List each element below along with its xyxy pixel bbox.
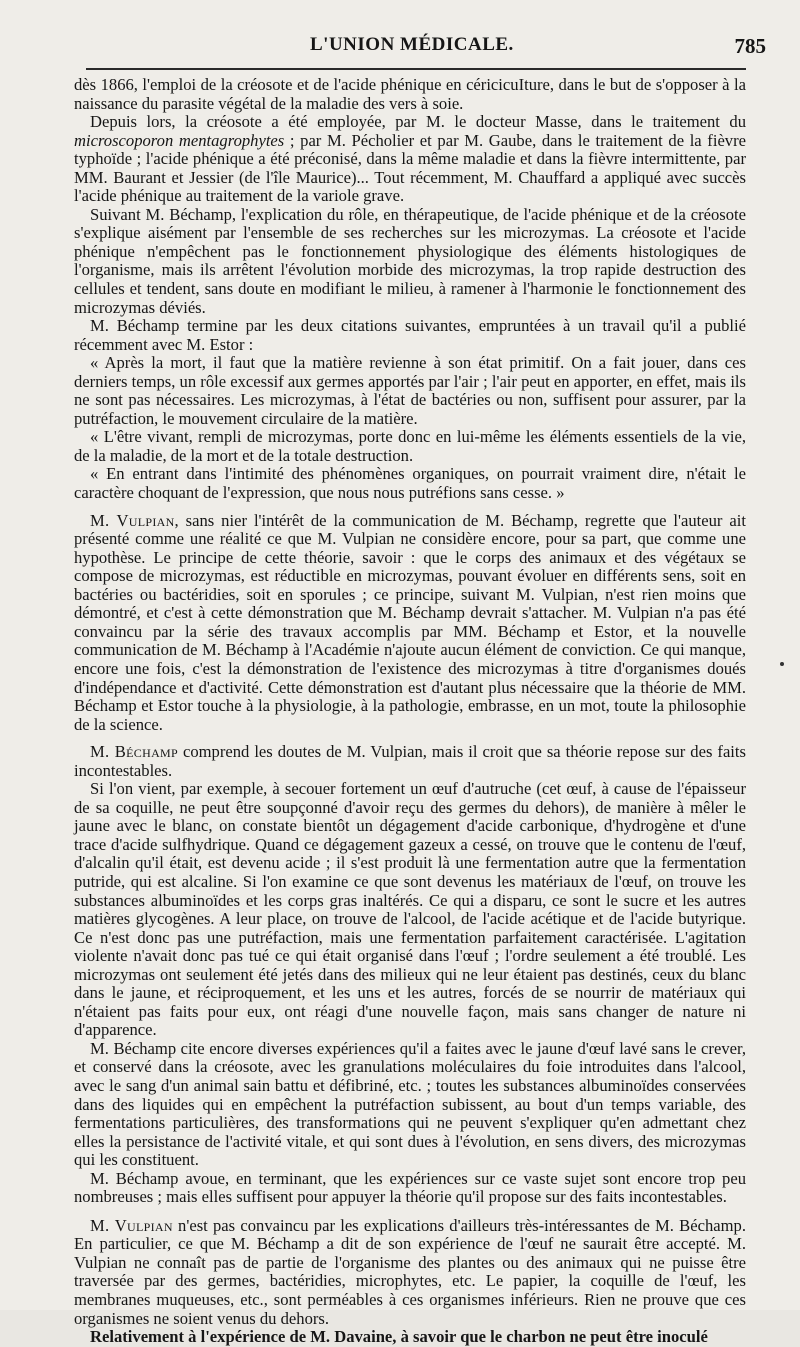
- quote-paragraph-3: « En entrant dans l'intimité des phénomènes organiques, on pourrait vraiment dire, n'était le caractère choquant de l'expression, que nous nous putréfions sans cesse. »: [74, 464, 746, 503]
- paragraph-2: [74, 113, 746, 206]
- paragraph-vulpian-2: [74, 1217, 746, 1328]
- paragraph-ostrich-egg: Si l'on vient, par exemple, à secouer fortement un œuf d'autruche (cet œuf, à cause de l'épaisseur de sa coquille, ne peut être soupçonné d'avoir reçu des germes du dehors), de manière à mêler le jaune avec le blanc, on constate bientôt un dégagement d'acide carbonique, d'hydrogène et d'une trace d'acide sulfhydrique. Quand ce dégagement gazeux a cessé, on trouve que le contenu de l'œuf, d'alcalin qu'il était, est devenu acide ; il s'est produit là une fermentation autre que la fermentation putride, qui est alcaline. Si l'on examine ce que sont devenus les matériaux de l'œuf, on trouve les substances albuminoïdes et les corps gras inaltérés. Ce qui a disparu, ce sont le sucre et les autres matières glycogènes. A leur place, on trouve de l'alcool, de l'acide acétique et de l'acide butyrique. Ce n'est donc pas une putréfaction, mais une fermentation parfaitement caractérisée. L'agitation violente n'avait donc pas tué ce qui était organisé dans l'œuf ; l'ordre seulement a été troublé. Les microzymas ont seulement été jetés dans des milieux qui ne leur étaient pas destinés, ceux du blanc dans le jaune, et réciproquement, et les uns et les autres, forcés de se nourrir de matériaux qui n'étaient pas faits pour eux, ont réagi d'une nouvelle façon, mais sans changer de nature ni d'apparence.: [74, 779, 746, 1040]
- paragraph-bechamp-reply-text: comprend les doutes de M. Vulpian, mais il croit que sa théorie repose sur des faits incontestables.: [74, 742, 746, 780]
- paragraph-2-lead: Depuis lors, la créosote a été employée, par M. le docteur Masse, dans le traitement du: [90, 112, 746, 132]
- paragraph-davaine: Relativement à l'expérience de M. Davaine, à savoir que le charbon ne peut être inoculé: [90, 1327, 708, 1347]
- paragraph-vulpian-2-text: n'est pas convaincu par les explications d'ailleurs très-intéressantes de M. Béchamp. En particulier, ce que M. Béchamp a dit de son expérience de l'œuf ne saurait être accepté. M. Vulpian ne connaît pas de partie de l'organisme des plantes ou des animaux qui ne puisse être traversée par des germes, bactéridies, microphytes, etc. Le papier, la coquille de l'œuf, les membranes muqueuses, etc., sont perméables à ces organismes inférieurs. Rien ne prouve que ces organismes ne soient venus du dehors.: [74, 1215, 746, 1328]
- header-rule: [86, 68, 746, 70]
- paragraph-3: Suivant M. Béchamp, l'explication du rôle, en thérapeutique, de l'acide phénique et de la créosote s'explique aisément par l'ensemble de ses recherches sur les microzymas. La créosote et l'acide phénique n'empêchent pas le fonctionnement physiologique des éléments histologiques de l'organisme, mais ils arrêtent l'évolution morbide des microzymas, la trop rapide destruction des cellules et tendent, sans doute en modifiant le milieu, à ramener à l'harmonie le fonctionnement des microzymas déviés.: [74, 204, 746, 317]
- paragraph-1: dès 1866, l'emploi de la créosote et de l'acide phénique en céricicuIture, dans le but de s'opposer à la naissance du parasite végétal de la maladie des vers à soie.: [74, 75, 746, 113]
- paragraph-conclusion: M. Béchamp avoue, en terminant, que les expériences sur ce vaste sujet sont encore trop peu nombreuses ; mais elles suffisent pour appuyer la théorie qu'il propose sur des faits incontestables.: [74, 1168, 746, 1207]
- page-header: [0, 28, 800, 64]
- paragraph-bechamp-reply: [74, 743, 746, 780]
- page-number: 785: [734, 34, 766, 58]
- paragraph-4: M. Béchamp termine par les deux citations suivantes, empruntées à un travail qu'il a publié récemment avec M. Estor :: [74, 316, 746, 354]
- paragraph-2-tail: ; par M. Pécholier et par M. Gaube, dans le traitement de la fièvre typhoïde ; l'acide phénique a été préconisé, dans la même maladie et dans la fièvre intermittente, par MM. Baurant et Jessier (de l'île Maurice)... Tout récemment, M. Chauffard a appliqué avec succès l'acide phénique au traitement de la variole grave.: [74, 130, 746, 206]
- quote-paragraph-2: « L'être vivant, rempli de microzymas, porte donc en lui-même les éléments essentiels de la vie, de la maladie, de la mort et de la totale destruction.: [74, 427, 746, 465]
- speaker-name: M. Béchamp: [90, 742, 178, 762]
- running-title: L'UNION MÉDICALE.: [310, 34, 514, 55]
- speaker-name: M. Vulpian: [90, 1215, 173, 1235]
- paragraph-experiments: M. Béchamp cite encore diverses expériences qu'il a faites avec le jaune d'œuf lavé sans le crever, et conservé dans la créosote, avec les granulations moléculaires du foie introduites dans l'alcool, avec le sang d'un animal sain battu et défibriné, etc. ; toutes les substances albuminoïdes conservées dans des liquides qui en empêchent la putréfaction subissent, au bout d'un temps variable, des fermentations particulières, des transformations qui ne peuvent s'expliquer qu'en admettant chez elles la persistance de l'activité vitale, et qui sont dues à l'évolution, en sens divers, des microzymas qui les constituent.: [74, 1038, 746, 1170]
- print-speck: [780, 662, 784, 666]
- paragraph-vulpian-1-text: , sans nier l'intérêt de la communication de M. Béchamp, regrette que l'auteur ait présenté comme une réalité ce que M. Vulpian ne considère encore, pour sa part, que comme une hypothèse. Le principe de cette théorie, savoir : que le corps des animaux et des végétaux se compose de microzymas, est réductible en microzymas, pouvant évoluer en différents sens, soit en bactéries ou bactéridies, soit en sporules ; ce principe, suivant M. Vulpian, n'est rien moins que démontré, et c'est à cette démonstration que M. Béchamp devrait s'attacher. M. Vulpian n'a pas été convaincu par la série des travaux accomplis par MM. Béchamp et Estor, et la nouvelle communication de M. Béchamp à l'Académie n'ajoute aucun élément de conviction. Ce qui manque, encore une fois, c'est la démonstration de l'existence des microzymas à titre d'organismes doués d'indépendance et d'activité. Cette démonstration est d'autant plus nécessaire que la théorie de MM. Béchamp et Estor touche à la physiologie, à la pathologie, embrasse, en un mot, toute la philosophie de la science.: [74, 510, 746, 734]
- paragraph-vulpian-1: [74, 512, 746, 735]
- article-body: [74, 75, 746, 1347]
- paragraph-2-italic: microscoporon mentagrophytes: [74, 130, 285, 150]
- speaker-name: M. Vulpian: [90, 510, 175, 530]
- quote-paragraph-1: « Après la mort, il faut que la matière revienne à son état primitif. On a fait jouer, dans ces derniers temps, un rôle excessif aux germes apportés par l'air ; l'air peut en apporter, en effet, mais ils ne sont pas nécessaires. Les microzymas, à l'état de bactéries ou non, suffisent pour assurer, par la putréfaction, le mouvement circulaire de la matière.: [74, 353, 746, 428]
